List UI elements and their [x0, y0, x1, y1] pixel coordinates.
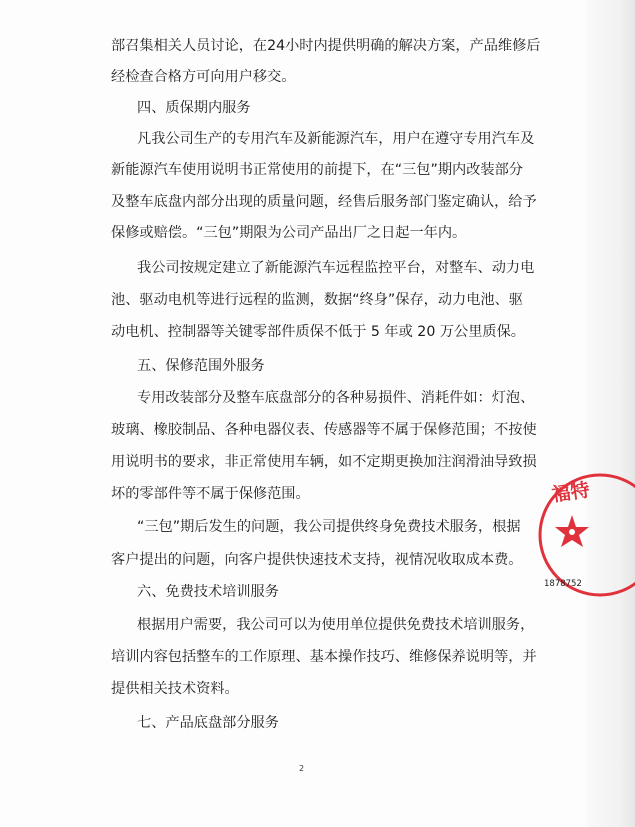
paragraph-line: 我公司按规定建立了新能源汽车远程监控平台，对整车、动力电 [137, 260, 535, 276]
paragraph-line: 凡我公司生产的专用汽车及新能源汽车，用户在遵守专用汽车及 [137, 131, 535, 147]
paragraph-line: 提供相关技术资料。 [111, 681, 239, 697]
paragraph-line: 客户提出的问题，向客户提供快速技术支持，视情况收取成本费。 [111, 552, 523, 568]
paragraph-line: 用说明书的要求，非正常使用车辆，如不定期更换加注润滑油导致损 [111, 454, 537, 470]
paragraph-line: 保修或赔偿。“三包”期限为公司产品出厂之日起一年内。 [111, 225, 467, 241]
paragraph-line: 部召集相关人员讨论，在24小时内提供明确的解决方案，产品维修后 [111, 38, 541, 54]
paragraph-line: 池、驱动电机等进行远程的监测，数据“终身”保存，动力电池、驱 [111, 292, 523, 308]
paragraph-line: 及整车底盘内部分出现的质量问题，经售后服务部门鉴定确认，给予 [111, 194, 537, 210]
section-heading-5: 五、保修范围外服务 [137, 358, 265, 374]
company-seal-stamp [538, 465, 635, 605]
section-heading-4: 四、质保期内服务 [137, 100, 251, 116]
section-heading-6: 六、免费技术培训服务 [137, 584, 279, 600]
section-heading-7: 七、产品底盘部分服务 [137, 715, 279, 731]
paragraph-line: 专用改装部分及整车底盘部分的各种易损件、消耗件如：灯泡、 [137, 390, 535, 406]
page-edge-shadow [586, 0, 635, 827]
paragraph-line: 玻璃、橡胶制品、各种电器仪表、传感器等不属于保修范围；不按使 [111, 422, 537, 438]
paragraph-line: 新能源汽车使用说明书正常使用的前提下，在“三包”期内改装部分 [111, 162, 523, 178]
seal-top-text: 福特 [550, 479, 592, 507]
seal-star-center [569, 529, 575, 535]
paragraph-line: 培训内容包括整车的工作原理、基本操作技巧、维修保养说明等，并 [111, 649, 537, 665]
seal-bottom-number: 1878752 [544, 579, 582, 589]
page-number: 2 [299, 764, 305, 773]
paragraph-line: 根据用户需要，我公司可以为使用单位提供免费技术培训服务， [137, 617, 535, 633]
paragraph-line: 动电机、控制器等关键零部件质保不低于 5 年或 20 万公里质保。 [111, 324, 525, 340]
paragraph-line: 坏的零部件等不属于保修范围。 [111, 486, 310, 502]
paragraph-line: 经检查合格方可向用户移交。 [111, 69, 296, 85]
paragraph-line: “三包”期后发生的问题，我公司提供终身免费技术服务，根据 [137, 519, 521, 535]
